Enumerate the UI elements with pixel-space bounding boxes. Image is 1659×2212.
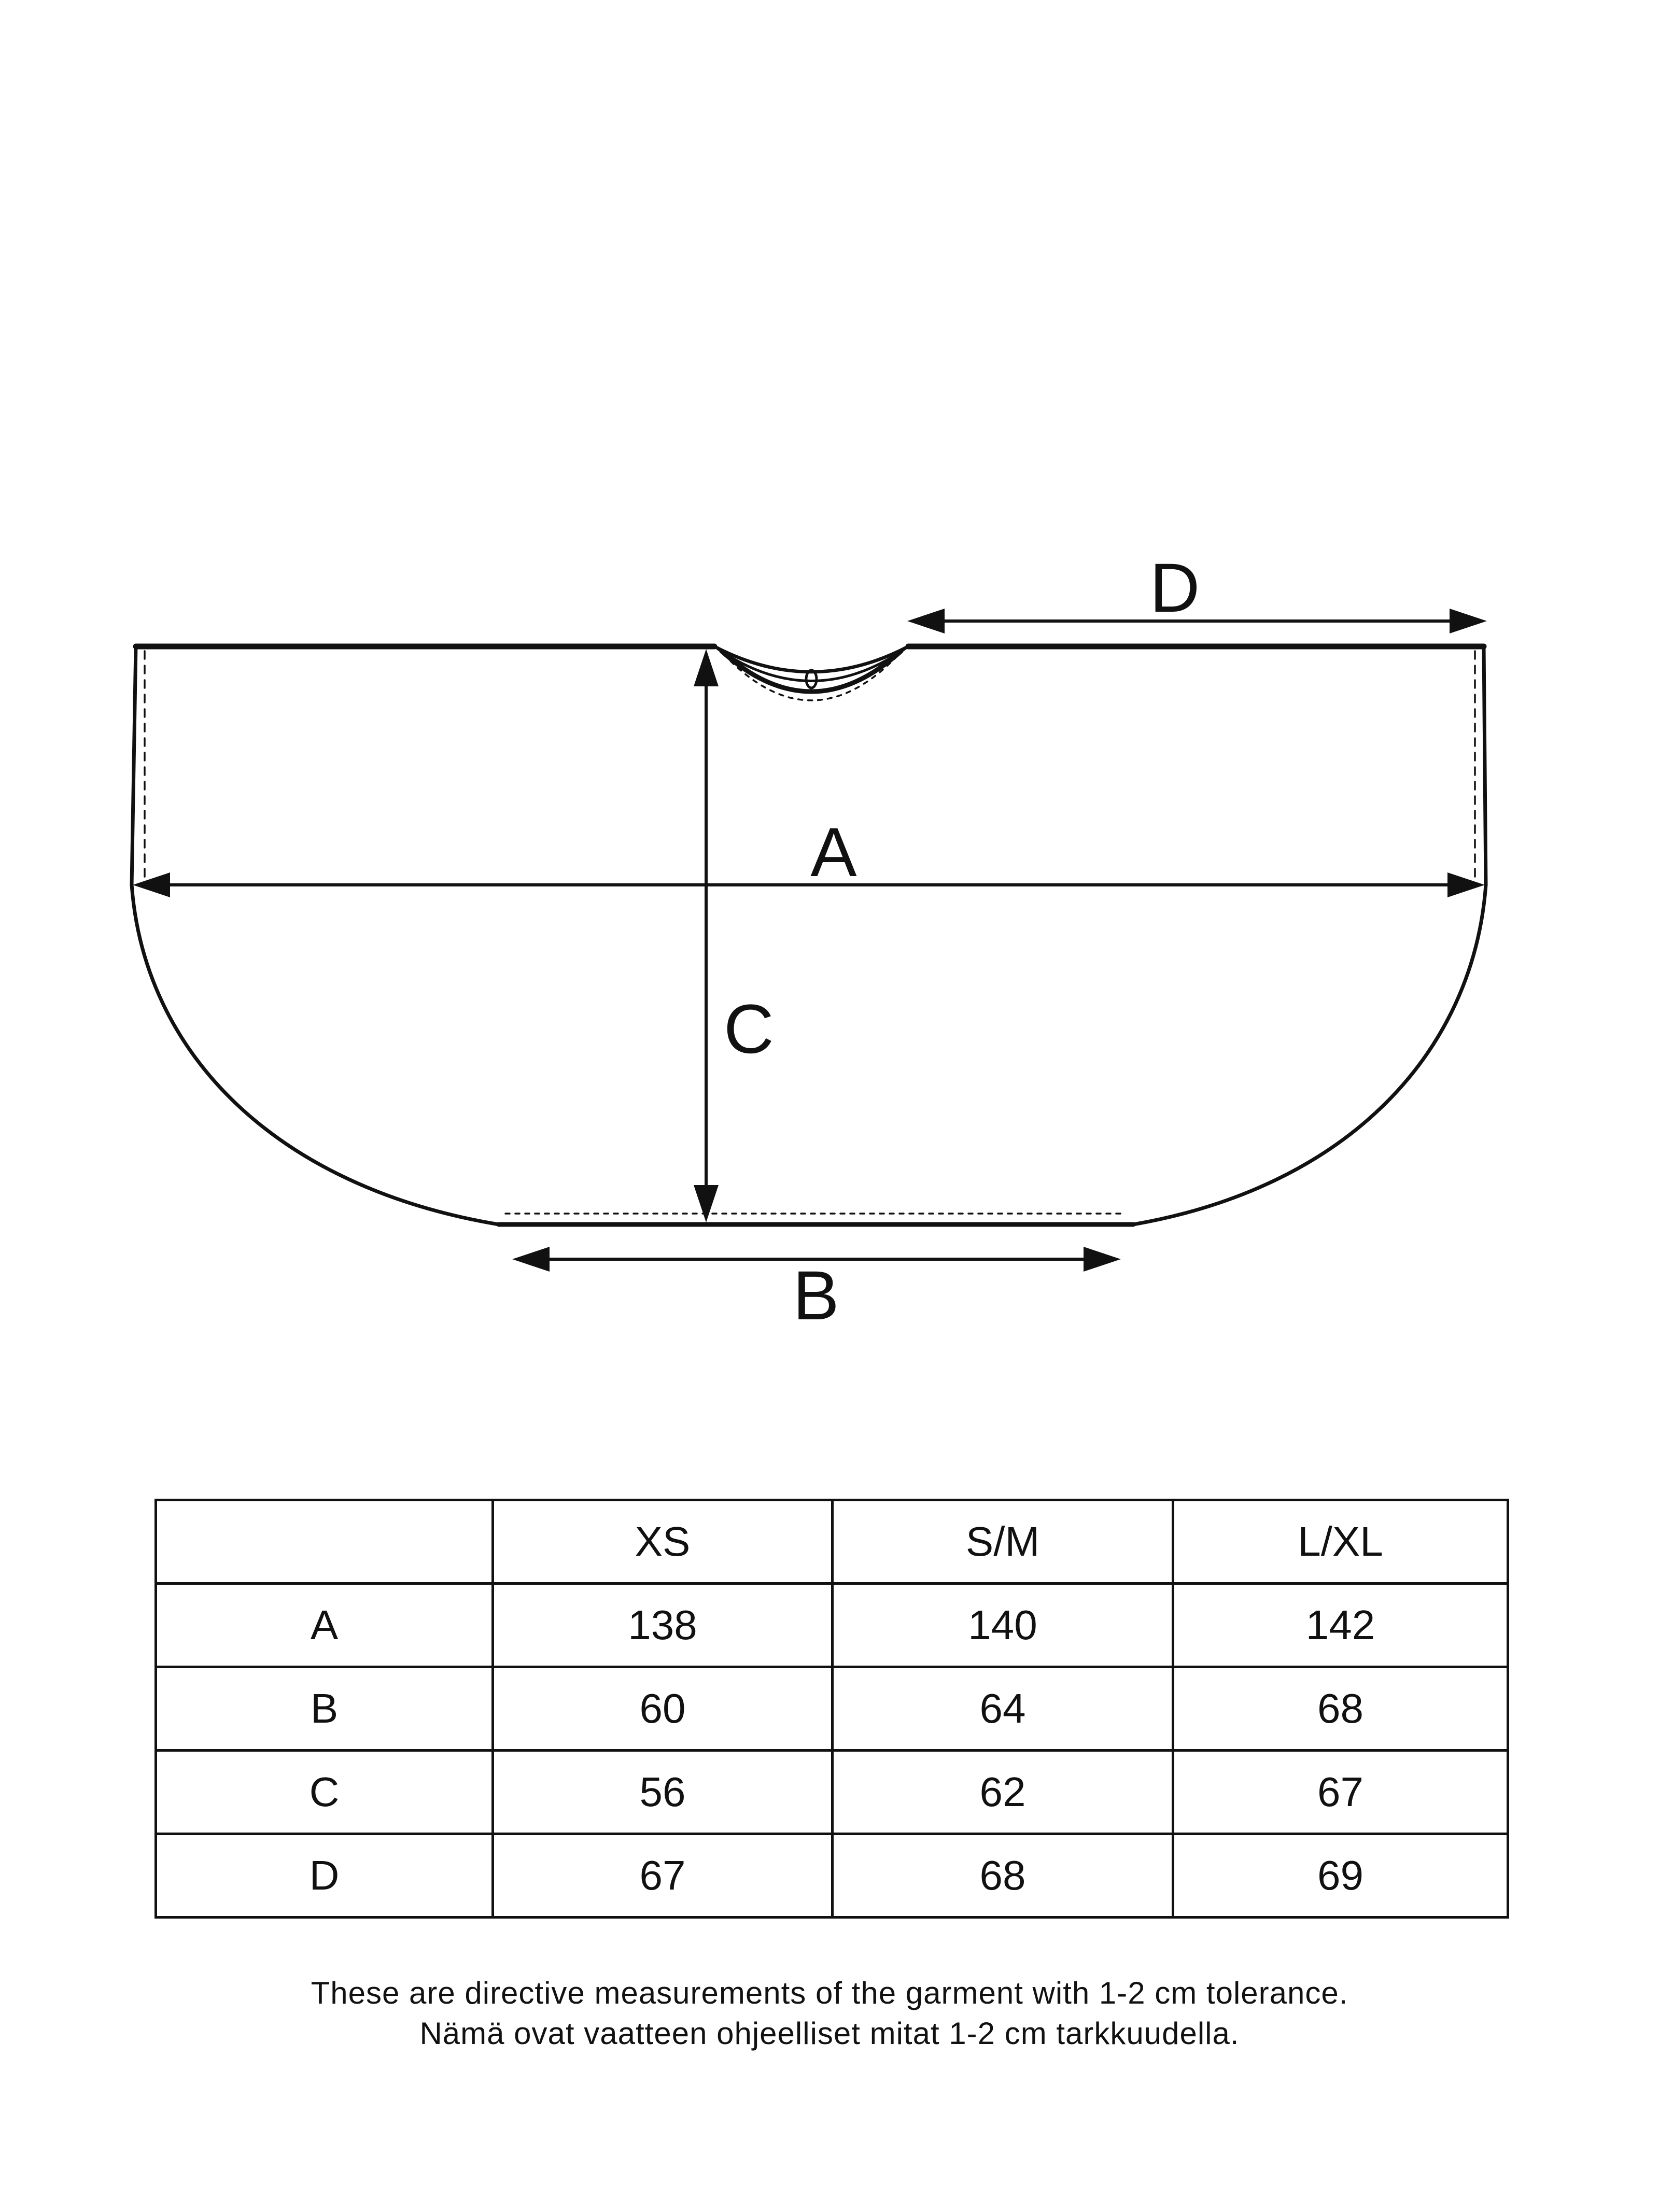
row-label: A [156,1584,493,1667]
header-cell-sm: S/M [833,1500,1173,1584]
value-cell: 69 [1173,1834,1508,1918]
table-header-row [156,1500,1508,1584]
dimension-b-arrowhead-left [512,1247,550,1272]
side-edge-right [1484,646,1486,885]
value-cell: 67 [1173,1751,1508,1834]
tolerance-note-english: These are directive measurements of the garment with 1-2 cm tolerance. [311,1976,1348,2010]
table-row [156,1584,1508,1667]
dimension-b [512,1247,1121,1334]
neckline [714,646,908,700]
table-row [156,1834,1508,1918]
value-cell: 60 [493,1667,833,1751]
dimension-a-arrowhead-right [1447,872,1485,897]
value-cell: 138 [493,1584,833,1667]
dimension-b-arrowhead-right [1084,1247,1121,1272]
header-cell-xs: XS [493,1500,833,1584]
header-cell-lxl: L/XL [1173,1500,1508,1584]
dimension-c-arrowhead-top [694,649,719,686]
value-cell: 62 [833,1751,1173,1834]
garment-outline [132,646,1486,1224]
table-row [156,1751,1508,1834]
dimension-c-arrowhead-bottom [694,1185,719,1222]
side-edge-left [132,646,136,885]
table-row [156,1667,1508,1751]
seam-guides [145,651,1475,1214]
dimension-a-label: A [810,814,857,891]
neckline-binding-curve [718,649,905,681]
value-cell: 68 [1173,1667,1508,1751]
row-label: C [156,1751,493,1834]
dimension-d [907,550,1487,633]
dimension-a [133,814,1485,897]
value-cell: 64 [833,1667,1173,1751]
size-measurements-table [154,1499,1509,1919]
dimension-a-arrowhead-left [133,872,170,897]
dimension-d-arrowhead-right [1450,609,1487,633]
row-label: B [156,1667,493,1751]
header-cell-empty [156,1500,493,1584]
dimension-b-label: B [793,1257,839,1334]
value-cell: 56 [493,1751,833,1834]
dimension-d-label: D [1149,550,1200,627]
tolerance-note [0,1973,1659,2054]
value-cell: 67 [493,1834,833,1918]
row-label: D [156,1834,493,1918]
lower-curve-left [132,885,499,1224]
value-cell: 68 [833,1834,1173,1918]
value-cell: 140 [833,1584,1173,1667]
value-cell: 142 [1173,1584,1508,1667]
tolerance-note-finnish: Nämä ovat vaatteen ohjeelliset mitat 1-2 cm tarkkuudella. [419,2016,1240,2051]
dimension-c-label: C [724,991,774,1068]
lower-curve-right [1133,885,1486,1224]
dimension-c [694,649,774,1222]
dimension-d-arrowhead-left [907,609,945,633]
